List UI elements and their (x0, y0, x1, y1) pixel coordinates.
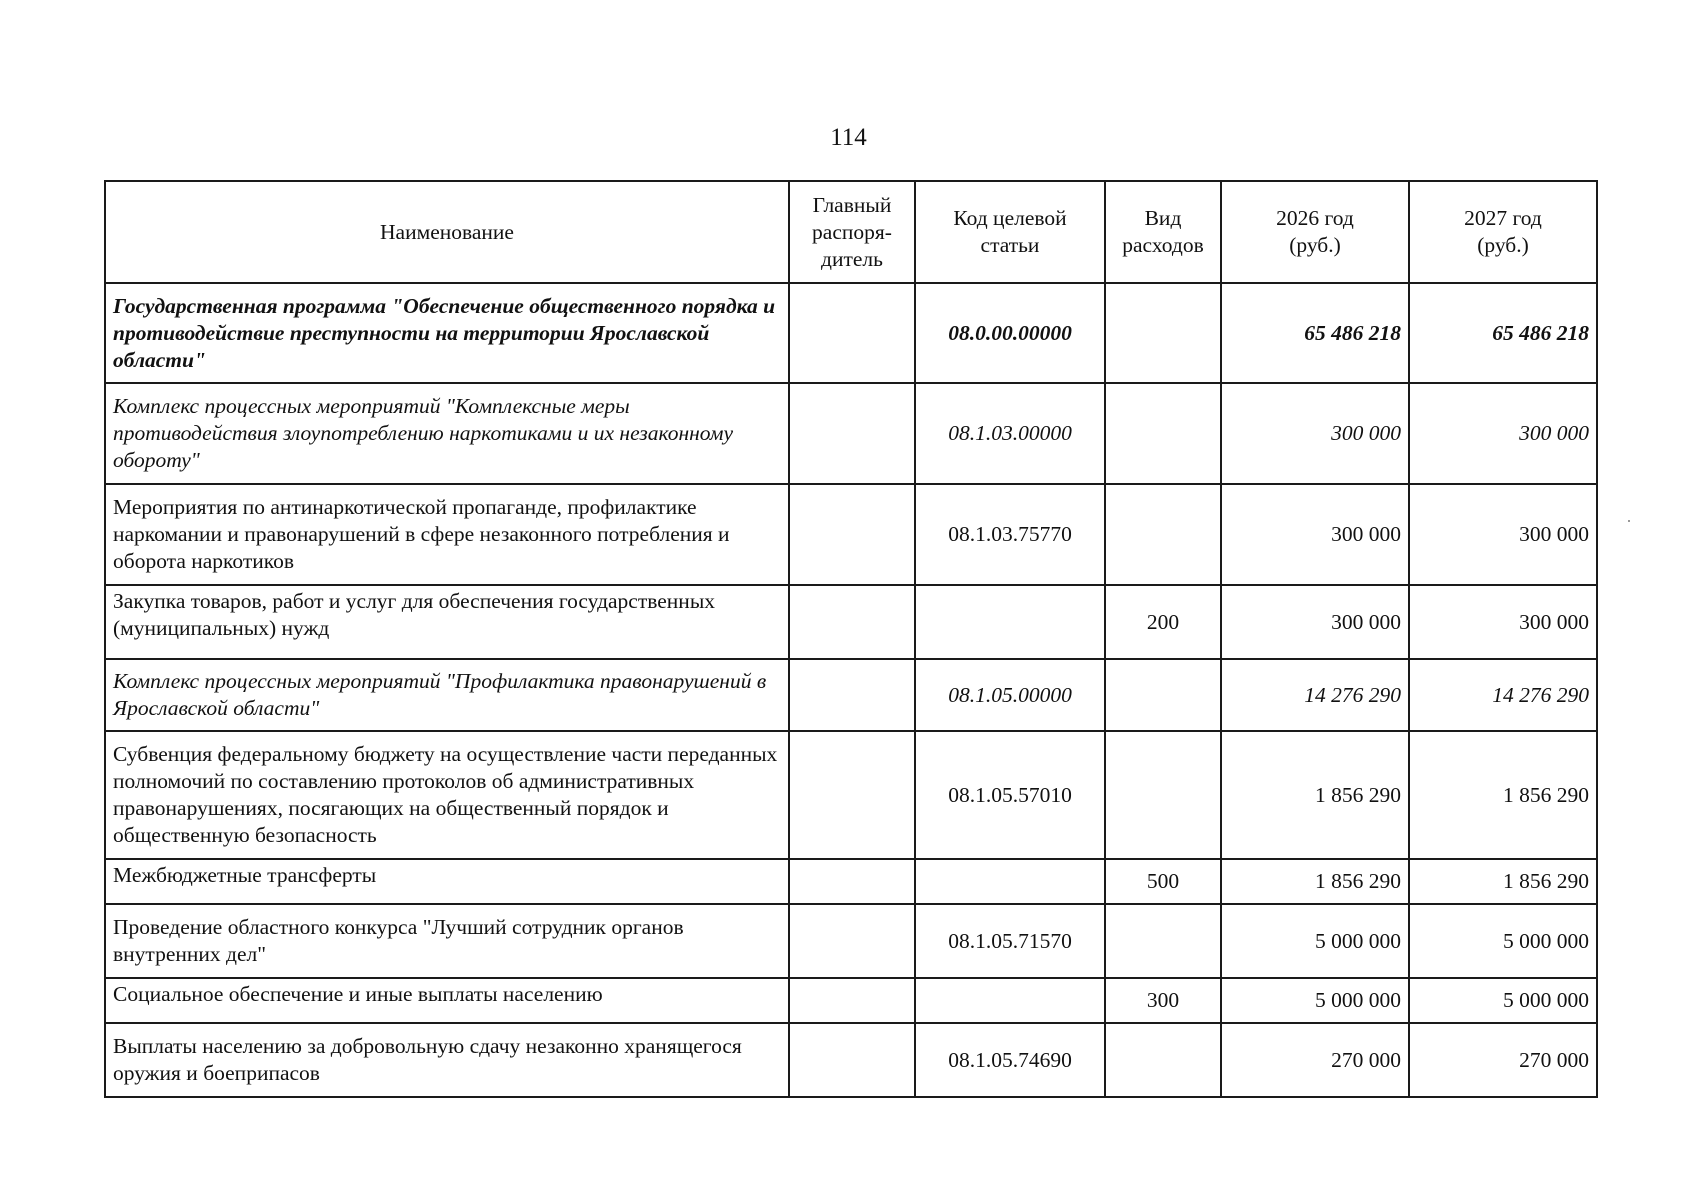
cell-code: 08.1.03.00000 (915, 383, 1105, 484)
cell-year2: 65 486 218 (1409, 283, 1597, 383)
cell-name: Мероприятия по антинаркотической пропаганде, профилактике наркомании и правонарушений в сфере незаконного потребления и оборота наркотиков (105, 484, 789, 585)
cell-year2: 300 000 (1409, 383, 1597, 484)
cell-name: Государственная программа "Обеспечение общественного порядка и противодействие преступности на территории Ярославской области" (105, 283, 789, 383)
header-name: Наименование (105, 181, 789, 283)
table-row (105, 1023, 1597, 1097)
table-row (105, 859, 1597, 904)
cell-type (1105, 383, 1221, 484)
cell-type (1105, 283, 1221, 383)
table-row (105, 904, 1597, 978)
table-row (105, 585, 1597, 659)
budget-table (104, 180, 1598, 1098)
cell-type (1105, 484, 1221, 585)
cell-code: 08.1.03.75770 (915, 484, 1105, 585)
table-row (105, 731, 1597, 859)
cell-year2: 300 000 (1409, 484, 1597, 585)
cell-manager (789, 659, 915, 731)
cell-year1: 1 856 290 (1221, 859, 1409, 904)
header-year2: 2027 год (руб.) (1409, 181, 1597, 283)
cell-code: 08.0.00.00000 (915, 283, 1105, 383)
cell-manager (789, 383, 915, 484)
cell-manager (789, 1023, 915, 1097)
cell-year2: 1 856 290 (1409, 731, 1597, 859)
cell-manager (789, 585, 915, 659)
cell-code (915, 978, 1105, 1023)
cell-year1: 270 000 (1221, 1023, 1409, 1097)
cell-code: 08.1.05.57010 (915, 731, 1105, 859)
cell-type: 500 (1105, 859, 1221, 904)
header-code: Код целевой статьи (915, 181, 1105, 283)
cell-type (1105, 731, 1221, 859)
cell-year2: 5 000 000 (1409, 978, 1597, 1023)
cell-type (1105, 904, 1221, 978)
cell-name: Выплаты населению за добровольную сдачу незаконно хранящегося оружия и боеприпасов (105, 1023, 789, 1097)
cell-name: Межбюджетные трансферты (105, 859, 789, 904)
cell-manager (789, 484, 915, 585)
header-manager: Главный распоря-дитель (789, 181, 915, 283)
cell-name: Социальное обеспечение и иные выплаты населению (105, 978, 789, 1023)
cell-year1: 5 000 000 (1221, 978, 1409, 1023)
cell-year1: 65 486 218 (1221, 283, 1409, 383)
table-row (105, 484, 1597, 585)
cell-name: Закупка товаров, работ и услуг для обеспечения государственных (муниципальных) нужд (105, 585, 789, 659)
cell-year2: 300 000 (1409, 585, 1597, 659)
cell-code: 08.1.05.74690 (915, 1023, 1105, 1097)
cell-code: 08.1.05.00000 (915, 659, 1105, 731)
cell-code (915, 859, 1105, 904)
cell-manager (789, 978, 915, 1023)
table-body (105, 283, 1597, 1097)
scan-speck (1628, 520, 1630, 522)
cell-year1: 300 000 (1221, 585, 1409, 659)
cell-year1: 300 000 (1221, 484, 1409, 585)
cell-code (915, 585, 1105, 659)
cell-manager (789, 859, 915, 904)
cell-manager (789, 283, 915, 383)
cell-name: Комплекс процессных мероприятий "Комплексные меры противодействия злоупотреблению наркотиками и их незаконному обороту" (105, 383, 789, 484)
cell-name: Субвенция федеральному бюджету на осуществление части переданных полномочий по составлению протоколов об административных правонарушениях, посягающих на общественный порядок и общественную безопасность (105, 731, 789, 859)
cell-year2: 5 000 000 (1409, 904, 1597, 978)
cell-year1: 14 276 290 (1221, 659, 1409, 731)
header-year1: 2026 год (руб.) (1221, 181, 1409, 283)
cell-type: 300 (1105, 978, 1221, 1023)
table-row (105, 659, 1597, 731)
cell-type: 200 (1105, 585, 1221, 659)
cell-year1: 300 000 (1221, 383, 1409, 484)
cell-type (1105, 1023, 1221, 1097)
page-number: 114 (830, 124, 867, 151)
table-row (105, 978, 1597, 1023)
table-row (105, 383, 1597, 484)
cell-year2: 1 856 290 (1409, 859, 1597, 904)
table-row (105, 283, 1597, 383)
cell-year1: 5 000 000 (1221, 904, 1409, 978)
cell-manager (789, 731, 915, 859)
cell-year2: 14 276 290 (1409, 659, 1597, 731)
cell-year2: 270 000 (1409, 1023, 1597, 1097)
cell-manager (789, 904, 915, 978)
cell-name: Комплекс процессных мероприятий "Профилактика правонарушений в Ярославской области" (105, 659, 789, 731)
cell-type (1105, 659, 1221, 731)
table-header-row (105, 181, 1597, 283)
cell-year1: 1 856 290 (1221, 731, 1409, 859)
header-type: Вид расходов (1105, 181, 1221, 283)
cell-code: 08.1.05.71570 (915, 904, 1105, 978)
cell-name: Проведение областного конкурса "Лучший сотрудник органов внутренних дел" (105, 904, 789, 978)
